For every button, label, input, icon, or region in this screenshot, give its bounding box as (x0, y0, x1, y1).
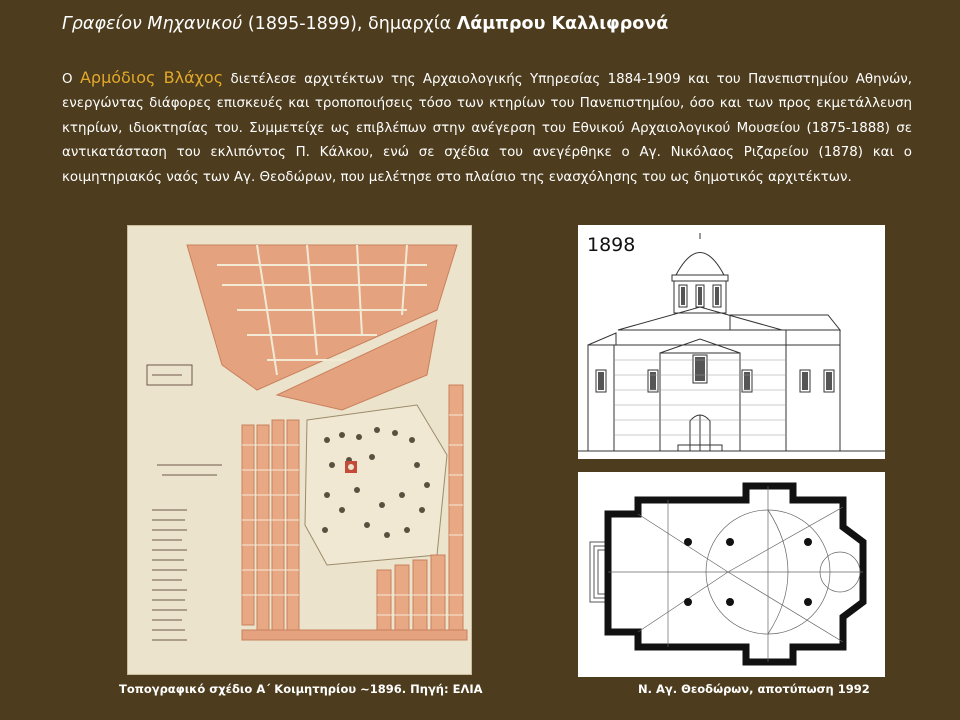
cemetery-plan-image (127, 225, 472, 675)
slide-title (62, 12, 922, 36)
paragraph-body: διετέλεσε αρχιτέκτων της Αρχαιολογικής Υπηρεσίας 1884-1909 και του Πανεπιστημίου Αθηνών, ενεργώντας διάφορες επισκευές και τροποποιήσεις τόσο των κτηρίων του Πανεπιστημίου, όσο και των προς εκμετάλλευση κτηρίων, ιδιοκτησίας του. Συμμετείχε ως επιβλέπων στην ανέγερση του Εθνικού Αρχαιολογικού Μουσείου (1875-1888) σε αντικατάσταση του εκλιπόντος Π. Κάλκου, ενώ σε σχέδια του ανεγέρθηκε ο Αγ. Νικόλαος Ριζαρείου (1878) και ο κοιμητηριακός ναός των Αγ. Θεοδώρων, που μελέτησε στο πλαίσιο της ενασχόλησης του ως δημοτικός αρχιτέκτων. (62, 72, 913, 185)
architect-name: Αρμόδιος Βλάχος (79, 68, 224, 87)
title-period: (1895-1899), δημαρχία (242, 14, 457, 34)
church-floor-plan-drawing (578, 472, 885, 677)
caption-church-plan: Ν. Αγ. Θεοδώρων, αποτύπωση 1992 (638, 682, 870, 696)
cemetery-plan-drawing (127, 225, 472, 675)
title-mayor: Λάμπρου Καλλιφρονά (456, 14, 669, 34)
church-elevation-drawing (578, 225, 885, 459)
elevation-year-label: 1898 (587, 234, 636, 256)
church-floor-plan-image (578, 472, 885, 677)
title-office: Γραφείον Μηχανικού (62, 14, 243, 34)
caption-cemetery-plan: Τοπογραφικό σχέδιο Α΄ Κοιμητηρίου ~1896. Πηγή: ΕΛΙΑ (119, 682, 483, 696)
church-elevation-image (578, 225, 885, 459)
paragraph-lead: Ο (62, 72, 80, 87)
biography-paragraph (62, 66, 912, 190)
